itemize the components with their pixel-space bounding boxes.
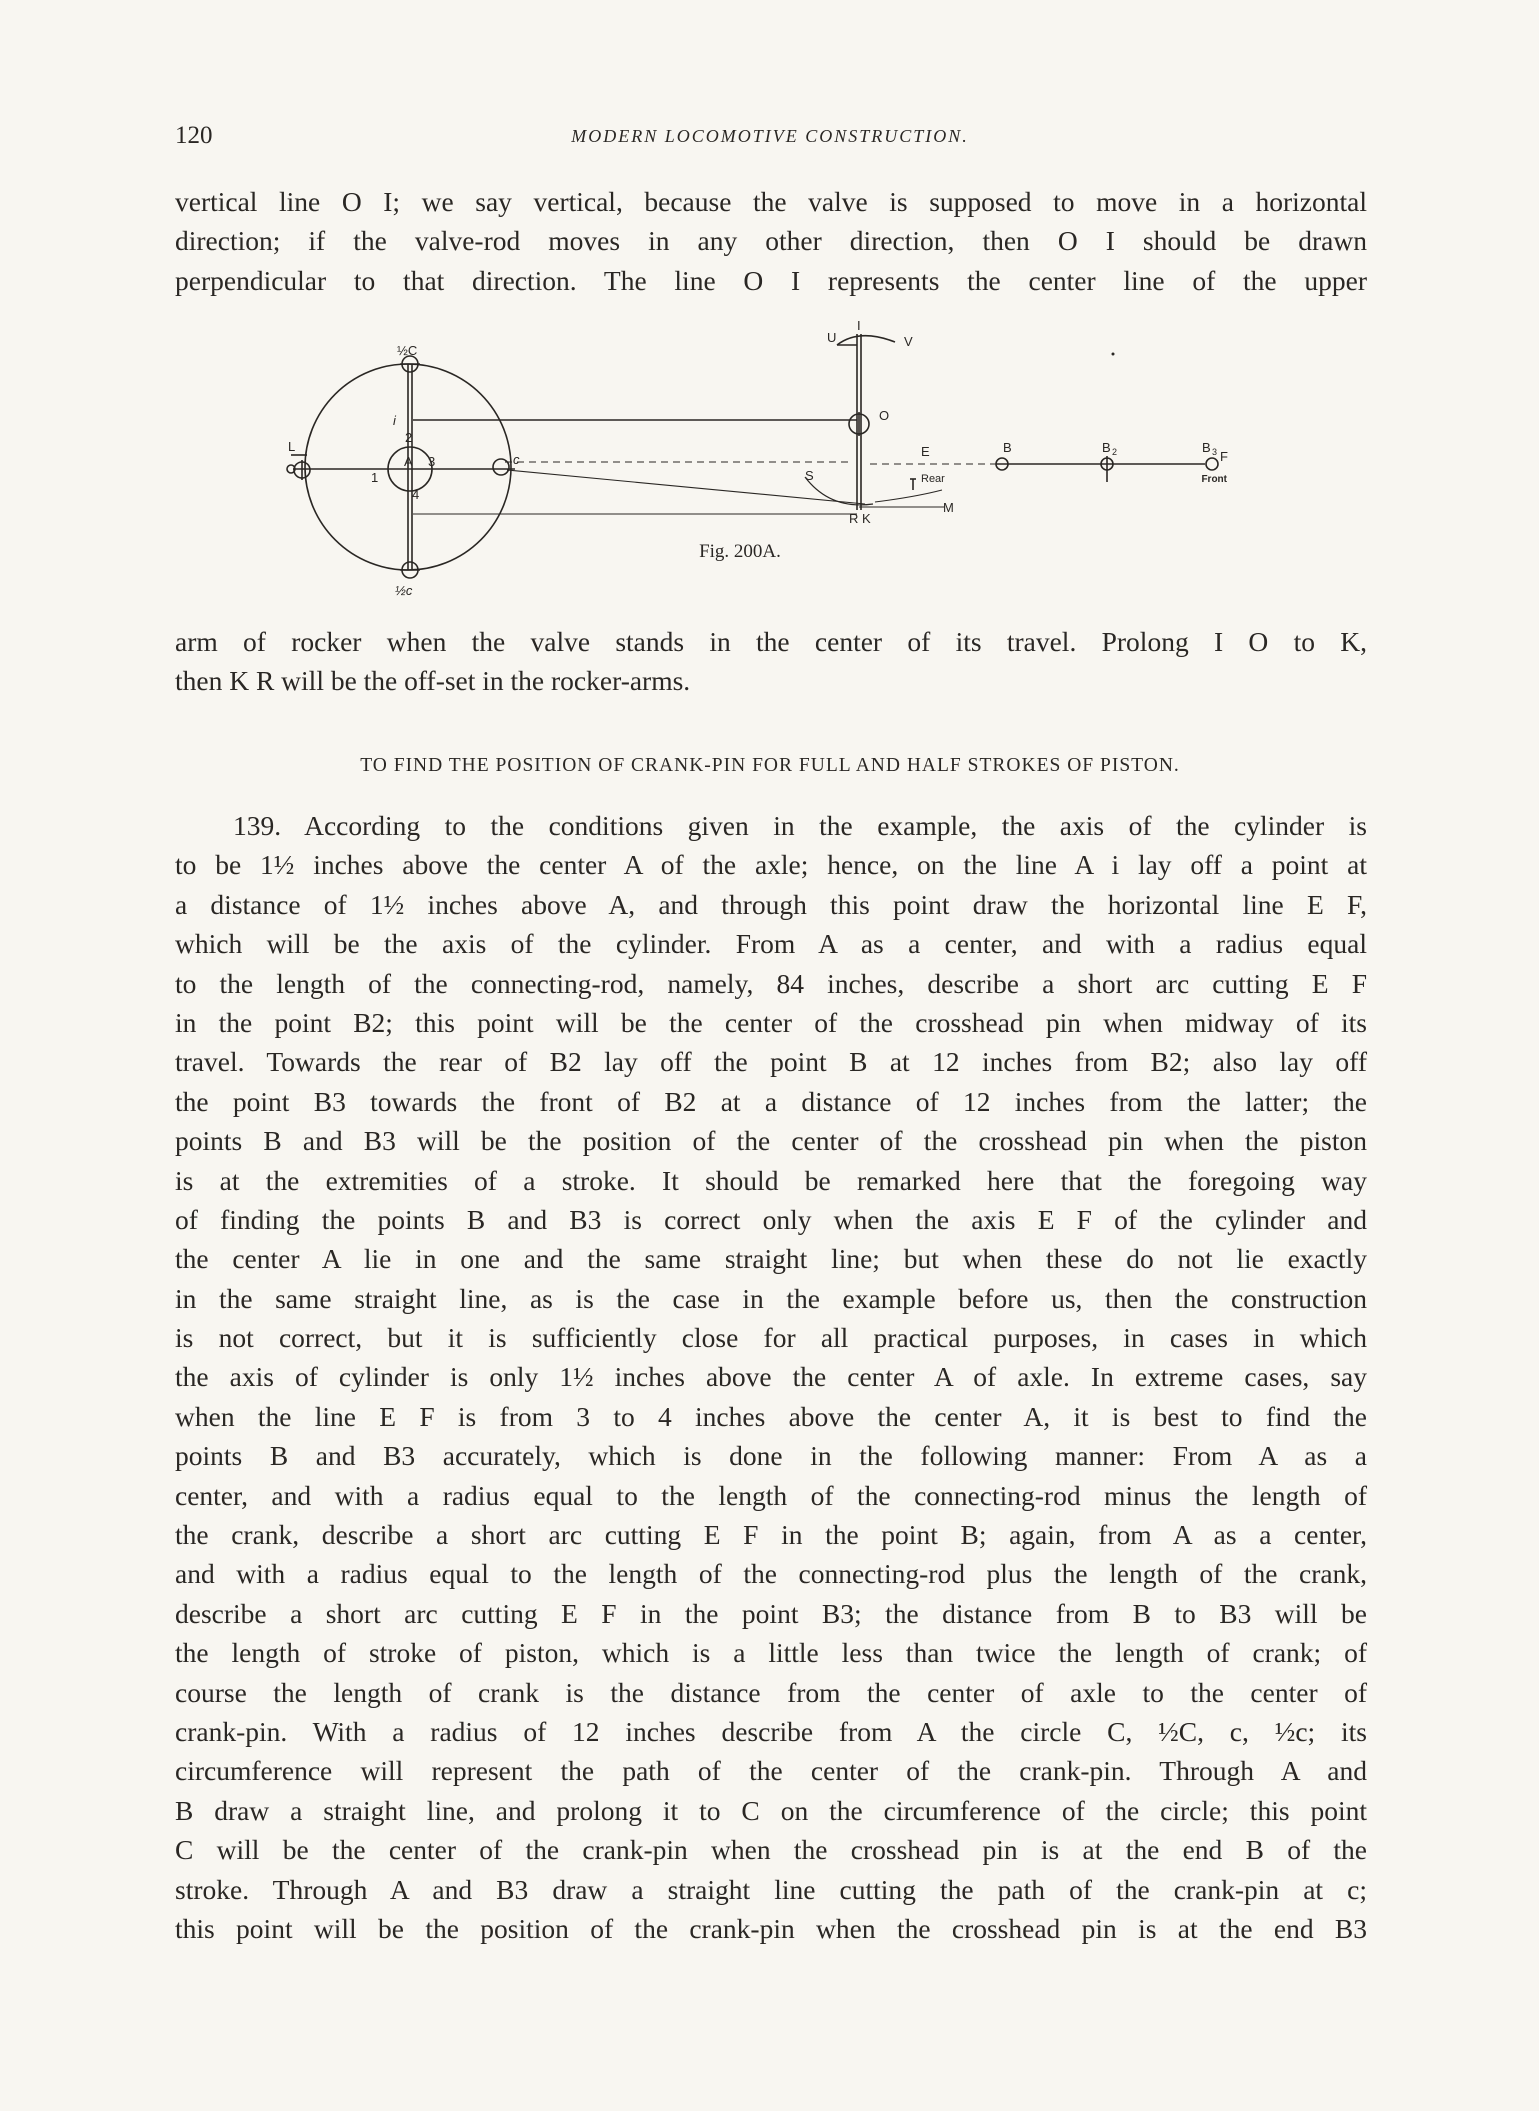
label-rear: Rear [921, 473, 945, 485]
text-line: the length of stroke of piston, which is a little less than twice the length of crank; of [175, 1637, 1367, 1669]
label-3: 3 [428, 454, 436, 469]
label-B2: B [1102, 440, 1111, 455]
paragraph-after-figure [175, 622, 1367, 701]
running-head: MODERN LOCOMOTIVE CONSTRUCTION. [571, 126, 969, 146]
label-U: U [827, 330, 837, 345]
text-line: to be 1½ inches above the center A of the axle; hence, on the line A i lay off a point at [175, 849, 1367, 881]
text-line: when the line E F is from 3 to 4 inches above the center A, it is best to find the [175, 1400, 1367, 1432]
figure-caption: Fig. 200A. [699, 541, 781, 562]
paragraph-top [175, 182, 1367, 300]
text-line: is at the extremities of a stroke. It should be remarked here that the foregoing way [175, 1164, 1367, 1196]
text-line: direction; if the valve-rod moves in any other direction, then O I should be drawn [175, 225, 1367, 257]
text-line: in the same straight line, as is the case in the example before us, then the construction [175, 1282, 1367, 1314]
label-E: E [921, 444, 930, 459]
text-line: vertical line O I; we say vertical, because the valve is supposed to move in a horizontal [175, 186, 1367, 217]
page-number: 120 [175, 122, 213, 149]
label-M: M [943, 500, 954, 515]
label-V: V [904, 334, 913, 349]
label-A: A [404, 454, 413, 469]
label-S: S [805, 468, 814, 483]
text-line: B draw a straight line, and prolong it to C on the circumference of the circle; this point [175, 1794, 1367, 1826]
label-4: 4 [412, 487, 420, 502]
text-line: points B and B3 will be the position of the center of the crosshead pin when the piston [175, 1125, 1367, 1157]
text-line: which will be the axis of the cylinder. From A as a center, and with a radius equal [175, 928, 1367, 960]
text-line: stroke. Through A and B3 draw a straight line cutting the path of the crank-pin at c; [175, 1873, 1367, 1905]
text-line: the point B3 towards the front of B2 at a distance of 12 inches from the latter; the [175, 1085, 1367, 1117]
label-i: i [393, 413, 396, 428]
text-line: to the length of the connecting-rod, namely, 84 inches, describe a short arc cutting E F [175, 967, 1367, 999]
figure-200a [245, 312, 1230, 612]
label-K: K [862, 511, 871, 526]
page-header [175, 122, 1365, 156]
label-half-c-top: ½C [397, 343, 418, 358]
text-line: 139. According to the conditions given in the example, the axis of the cylinder is [233, 810, 1367, 841]
label-R: R [849, 511, 859, 526]
label-half-c-bottom: ½c [395, 583, 413, 598]
label-c: c [513, 452, 520, 467]
text-line: describe a short arc cutting E F in the point B3; the distance from B to B3 will be [175, 1597, 1367, 1629]
label-B3: B [1202, 440, 1211, 455]
text-line: points B and B3 accurately, which is done in the following manner: From A as a [175, 1440, 1367, 1472]
text-line: the center A lie in one and the same straight line; but when these do not lie exactly [175, 1243, 1367, 1275]
label-B3-sub: 3 [1212, 447, 1218, 457]
label-2: 2 [405, 430, 413, 445]
label-L: L [288, 439, 296, 454]
label-O: O [879, 408, 890, 423]
label-B: B [1003, 440, 1012, 455]
text-line: is not correct, but it is sufficiently close for all practical purposes, in cases in which [175, 1322, 1367, 1354]
label-B2-sub: 2 [1112, 447, 1118, 457]
text-line: course the length of crank is the distance from the center of axle to the center of [175, 1676, 1367, 1708]
text-line: crank-pin. With a radius of 12 inches describe from A the circle C, ½C, c, ½c; its [175, 1715, 1367, 1747]
text-line: C will be the center of the crank-pin when the crosshead pin is at the end B of the [175, 1834, 1367, 1866]
label-F: F [1220, 449, 1228, 464]
text-line: of finding the points B and B3 is correct only when the axis E F of the cylinder and [175, 1203, 1367, 1235]
text-line: travel. Towards the rear of B2 lay off the point B at 12 inches from B2; also lay off [175, 1046, 1367, 1078]
text-line: the axis of cylinder is only 1½ inches above the center A of axle. In extreme cases, say [175, 1361, 1367, 1393]
label-front: Front [1201, 474, 1227, 485]
section-heading: TO FIND THE POSITION OF CRANK-PIN FOR FULL AND HALF STROKES OF PISTON. [360, 755, 1180, 776]
text-line: perpendicular to that direction. The line O I represents the center line of the upper [175, 264, 1367, 296]
text-line: the crank, describe a short arc cutting E F in the point B; again, from A as a center, [175, 1519, 1367, 1551]
valve-gear-diagram [245, 312, 1230, 612]
text-line: this point will be the position of the crank-pin when the crosshead pin is at the end B3 [175, 1912, 1367, 1944]
text-line: center, and with a radius equal to the length of the connecting-rod minus the length of [175, 1479, 1367, 1511]
text-line: arm of rocker when the valve stands in the center of its travel. Prolong I O to K, [175, 626, 1367, 657]
paragraph-139 [175, 806, 1367, 1948]
text-line: then K R will be the off-set in the rocker-arms. [175, 665, 691, 697]
label-I: I [857, 318, 861, 333]
text-line: a distance of 1½ inches above A, and through this point draw the horizontal line E F, [175, 888, 1367, 920]
text-line: in the point B2; this point will be the center of the crosshead pin when midway of its [175, 1006, 1367, 1038]
label-1: 1 [371, 470, 379, 485]
text-line: and with a radius equal to the length of the connecting-rod plus the length of the crank, [175, 1558, 1367, 1590]
text-line: circumference will represent the path of the center of the crank-pin. Through A and [175, 1755, 1367, 1787]
